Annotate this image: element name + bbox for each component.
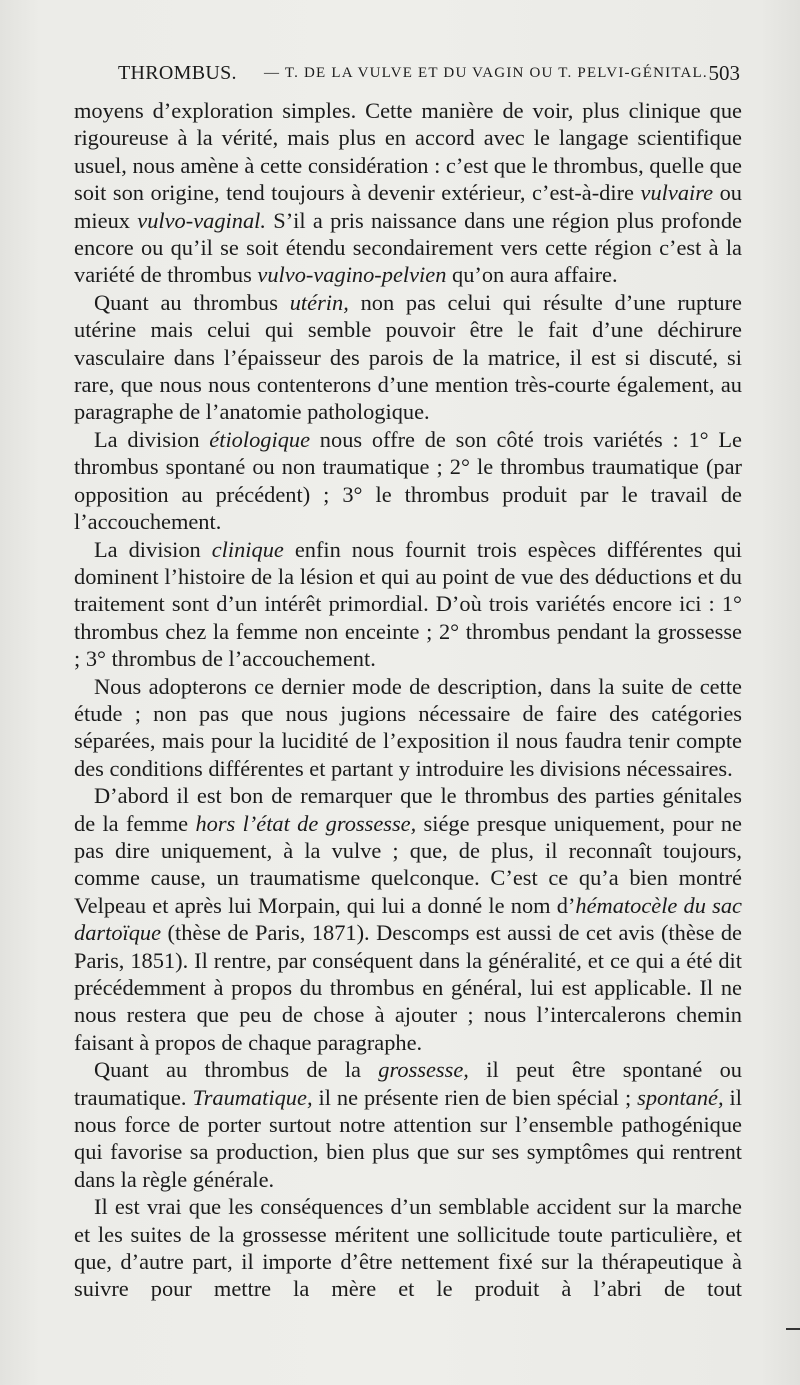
text-run: La division: [94, 536, 212, 562]
paragraph-division-clinique: [74, 536, 742, 673]
paragraph-mode-de-description: [74, 673, 742, 783]
page-number: 503: [708, 61, 740, 85]
text-run: enfin nous fournit trois espèces différentes qui dominent l’histoire de la lésion et qui au point de vue des déductions et du traitement sont d’un intérêt primordial. D’où trois variétés encore ici : 1° thrombus chez la femme non enceinte ; 2° thrombus pendant la grossesse ; 3° thrombus de l’accouchement.: [74, 536, 743, 672]
text-run: qu’on aura affaire.: [446, 262, 618, 288]
italic-term: utérin,: [289, 289, 349, 315]
text-run: Nous adopterons ce dernier mode de description, dans la suite de cette étude ; non pas que nous jugions nécessaire de faire des catégories séparées, mais pour la lucidité de l’exposition il nous faudra tenir compte des conditions différentes et partant y introduire les divisions nécessaires.: [74, 673, 742, 781]
running-head-subtitle: — T. DE LA VULVE ET DU VAGIN OU T. PELVI-GÉNITAL.: [264, 65, 708, 81]
text-run: il peut être spontané ou traumatique.: [74, 1057, 742, 1110]
text-run: Quant au thrombus: [94, 289, 290, 315]
paragraph-thrombus-uterin: [74, 289, 742, 426]
text-run: S’il a pris naissance dans une région plus profonde encore ou qu’il se soit étendu secondairement vers cette région c’est à la variété de thrombus: [74, 207, 742, 288]
paragraph-division-etiologique: [74, 426, 742, 536]
text-run: nous offre de son côté trois variétés : 1° Le thrombus spontané ou non traumatique ; 2° le thrombus traumatique (par opposition au précédent) ; 3° le thrombus produit par le travail de l’accouchement.: [74, 426, 742, 535]
italic-term: vulvaire: [640, 180, 714, 206]
italic-term: hématocèle du sac dartoïque: [74, 892, 742, 946]
text-run: siége presque uniquement, pour ne pas dire uniquement, à la vulve ; que, de plus, il reconnaît toujours, comme cause, un traumatisme quelconque. C’est ce qu’a bien montré Velpeau et après lui Morpain, qui lui a donné le nom d’: [74, 810, 742, 918]
text-run: non pas celui qui résulte d’une rupture utérine mais celui qui semble pouvoir être le fait d’une déchirure vasculaire dans l’épaisseur des parois de la matrice, il est si discuté, si rare, que nous nous contenterons d’une mention très-courte également, au paragraphe de l’anatomie pathologique.: [74, 289, 743, 425]
paragraph-hors-grossesse: [74, 782, 742, 1056]
italic-term: clinique: [211, 536, 284, 562]
text-run: D’abord il est bon de remarquer que le thrombus des parties génitales de la femme: [74, 783, 742, 836]
text-run: Il est vrai que les conséquences d’un semblable accident sur la marche et les suites de la grossesse méritent une sollicitude toute particulière, et que, d’autre part, il importe d’être nettement fixé sur la thérapeutique à suivre pour mettre la mère et le produit à l’abri de tout: [74, 1194, 742, 1302]
italic-term: grossesse,: [378, 1057, 469, 1083]
text-run: (thèse de Paris, 1871). Descomps est aussi de cet avis (thèse de Paris, 1851). Il rentre, par conséquent dans la généralité, et ce qui a été dit précédemment à propos du thrombus en général, lui est applicable. Il ne nous restera que peu de chose à ajouter ; nous l’intercalerons chemin faisant à propos de chaque paragraphe.: [74, 920, 742, 1055]
italic-term: spontané,: [637, 1084, 724, 1110]
italic-term: hors l’état de grossesse,: [195, 810, 417, 836]
text-run: Quant au thrombus de la: [94, 1057, 379, 1083]
margin-mark: [786, 1328, 800, 1330]
italic-term: vulvo-vaginal.: [137, 207, 266, 233]
italic-term: vulvo-vagino-pelvien: [257, 262, 447, 288]
running-head-title: THROMBUS.: [118, 62, 237, 84]
body-text: [74, 97, 742, 1303]
italic-term: étiologique: [209, 426, 311, 452]
italic-term: Traumatique,: [192, 1084, 313, 1110]
paragraph-continuation: [74, 97, 742, 289]
paragraph-consequences: [74, 1193, 742, 1303]
text-run: il ne présente rien de bien spécial ;: [312, 1084, 638, 1110]
text-run: ou mieux: [74, 180, 742, 233]
paragraph-thrombus-grossesse: [74, 1056, 742, 1193]
running-head: [74, 58, 742, 88]
text-run: moyens d’exploration simples. Cette manière de voir, plus clinique que rigoureuse à la vérité, mais plus en accord avec le langage scientifique usuel, nous amène à cette considération : c’est que le thrombus, quelle que soit son origine, tend toujours à devenir extérieur, c’est-à-dire: [74, 98, 742, 206]
text-run: La division: [94, 426, 210, 452]
text-run: il nous force de porter surtout notre attention sur l’ensemble pathogénique qui favorise sa production, bien plus que sur ses symptômes qui rentrent dans la règle générale.: [74, 1084, 742, 1192]
